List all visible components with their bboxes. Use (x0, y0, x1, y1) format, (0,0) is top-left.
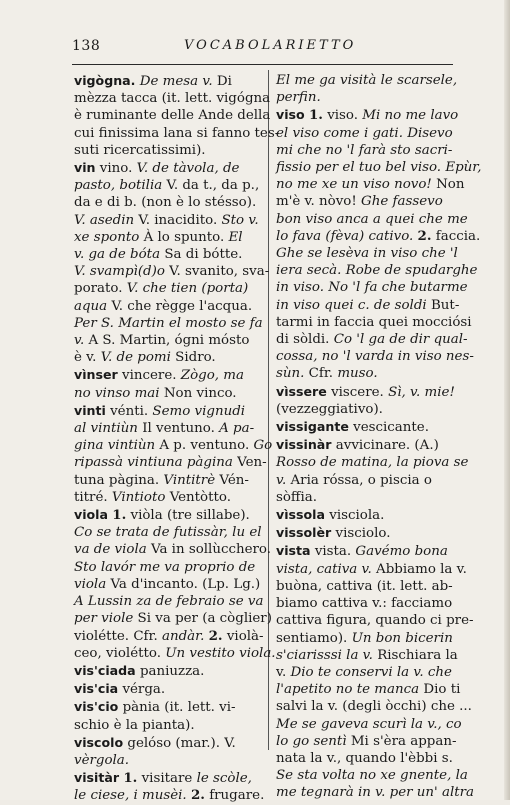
text-line: Ghe se lesèva in viso che 'l (276, 246, 458, 262)
text-line: in viso quei c. de soldi But- (276, 297, 460, 313)
text-line: in viso. No 'l fa che butarme (276, 280, 468, 296)
text-line: V. asedin V. inacidito. Sto v. (74, 212, 259, 228)
text-line: xe sponto À lo spunto. El (74, 229, 243, 245)
headword: vis'ciada (74, 662, 136, 678)
text-line: vìssere viscere. Sì, v. mie! (276, 383, 455, 400)
text-line: el viso come i gati. Disevo (276, 125, 453, 141)
text-line: è ruminante delle Ande della (74, 108, 271, 124)
running-head: VOCABOLARIETTO (184, 38, 357, 53)
text-line: m'è v. nòvo! Ghe fassevo (276, 194, 443, 210)
text-line: cossa, no 'l varda in viso nes- (276, 349, 474, 365)
headword: vinti (74, 402, 106, 418)
text-line: vìnser vincere. Zògo, ma (74, 367, 244, 384)
text-line: Per S. Martin el mosto se fa (74, 315, 263, 331)
text-line: vis'ciada paniuzza. (74, 662, 205, 679)
headword: vis'cio (74, 699, 119, 715)
text-line: (vezzeggiativo). (276, 401, 383, 417)
text-line: violétte. Cfr. andàr. 2. violà- (74, 627, 264, 644)
text-line: visitàr 1. visitare le scòle, (74, 770, 252, 787)
text-line: nata la v., quando l'èbbi s. (276, 750, 453, 766)
text-line: Sto lavór me va proprio de (74, 559, 256, 575)
text-line: schio è la pianta). (74, 717, 195, 733)
left-column (74, 72, 280, 805)
text-line: mèzza tacca (it. lett. vigógna (74, 91, 271, 107)
text-line: suti ricercatissimi). (74, 142, 206, 158)
text-line: ceo, violétto. Un vestito viola. (74, 645, 276, 661)
text-line: sùn. Cfr. muso. (276, 366, 378, 382)
text-line: ripassà vintiuna pàgina Ven- (74, 455, 267, 471)
text-line: vissinàr avvicinare. (A.) (276, 437, 439, 454)
header-rule (72, 64, 453, 65)
text-line: Co se trata de futissàr, lu el (74, 525, 262, 541)
text-line: titré. Vintioto Ventòtto. (74, 489, 231, 505)
text-line: gina vintiùn A p. ventuno. Go (74, 438, 273, 454)
page-number: 138 (72, 38, 101, 54)
text-line: vin vino. V. de tàvola, de (74, 160, 240, 177)
text-line: lo fava (fèva) cativo. 2. faccia. (276, 227, 481, 244)
text-line: v. Aria róssa, o piscia o (276, 472, 432, 488)
text-line: bon viso anca a quei che me (276, 211, 468, 227)
headword: vissinàr (276, 437, 332, 453)
text-line: sòffia. (276, 489, 317, 505)
text-line: viso 1. viso. Mi no me lavo (276, 107, 459, 124)
text-line: biamo cattiva v.: facciamo (276, 596, 453, 612)
text-line: al vintiùn Il ventuno. A pa- (74, 421, 255, 437)
text-line: sentiamo). Un bon bicerin (276, 630, 453, 646)
text-line: vis'cio pània (it. lett. vi- (74, 699, 236, 716)
text-line: viola Va d'incanto. (Lp. Lg.) (74, 576, 261, 592)
text-line: vìssola visciola. (276, 507, 385, 524)
text-line: fissio per el tuo bel viso. Epùr, (276, 160, 482, 176)
text-line: A Lussin za de febraio se va (74, 594, 264, 610)
text-line: no vinso mai Non vinco. (74, 385, 237, 401)
headword: viola (74, 507, 108, 523)
text-line: V. svampì(d)o V. svanito, sva- (74, 264, 270, 280)
text-line: vèrgola. (74, 752, 130, 768)
text-line: perfin. (276, 90, 321, 106)
text-line: vis'cia vérga. (74, 681, 166, 698)
headword: vista (276, 543, 311, 559)
text-line: Rosso de matina, la piova se (276, 455, 469, 471)
page-edge-shadow (504, 0, 510, 800)
text-line: s'ciarisssi la v. Rischiara la (276, 647, 458, 663)
text-line: v. Dio te conservi la v. che (276, 664, 452, 680)
text-line: vissolèr visciolo. (276, 525, 391, 542)
headword: vissigante (276, 419, 349, 435)
headword: viso (276, 107, 305, 123)
text-line: viola 1. viòla (tre sillabe). (74, 507, 250, 524)
text-line: vista vista. Gavémo bona (276, 543, 448, 560)
headword: vigògna. (74, 73, 136, 88)
headword: vissolèr (276, 525, 332, 541)
text-line: cui finissima lana si fanno tes- (74, 125, 280, 141)
text-line: Me se gaveva scurì la v., co (276, 716, 462, 732)
headword: vin (74, 160, 96, 176)
text-line: viscolo gelóso (mar.). V. (74, 734, 236, 751)
text-line: mi che no 'l farà sto sacri- (276, 142, 453, 158)
text-line: aqua V. che règge l'acqua. (74, 298, 253, 314)
text-line: lo go sentì Mi s'èra appan- (276, 733, 457, 749)
text-line: vissigante vescicante. (276, 419, 429, 436)
text-line: pasto, botilia V. da t., da p., (74, 178, 260, 194)
text-line: da e di b. (non è lo stésso). (74, 195, 257, 211)
text-line: Se sta volta no xe gnente, la (276, 768, 468, 784)
text-line: per viole Si va per (a còglier) (74, 611, 272, 627)
text-line: tarmi in faccia quei mocciósi (276, 314, 472, 330)
text-line: è v. V. de pomi Sidro. (74, 350, 216, 366)
text-line: me tegnarà in v. per un' altra (276, 785, 475, 801)
text-line: tuna pàgina. Vintitrè Vén- (74, 472, 249, 488)
text-line: salvi la v. (degli òcchi) che ... (276, 699, 472, 715)
text-line: le ciese, i musèi. 2. frugare. (74, 787, 265, 804)
text-line: va de viola Va in sollùcchero. (74, 542, 271, 558)
headword: vìnser (74, 367, 118, 383)
headword: visitàr (74, 770, 120, 786)
text-line: porato. V. che tien (porta) (74, 281, 249, 297)
text-line: l'apetito no te manca Dio ti (276, 682, 461, 698)
text-line: v. A S. Martin, ógni mósto (74, 333, 250, 349)
text-line: v. ga de bóta Sa di bótte. (74, 247, 243, 263)
text-line: di sòldi. Co 'l ga de dir qual- (276, 332, 468, 348)
headword: vis'cia (74, 681, 119, 697)
right-column (276, 72, 482, 802)
text-line: vigògna. De mesa v. Di (74, 73, 232, 89)
text-line: no me xe un viso novo! Non (276, 177, 465, 193)
headword: vìssola (276, 507, 325, 523)
text-line: El me ga visità le scarsele, (276, 73, 458, 88)
headword: vìssere (276, 383, 327, 399)
page-header (72, 38, 452, 60)
text-line: vinti vénti. Semo vignudi (74, 402, 246, 419)
headword: viscolo (74, 734, 124, 750)
text-line: iera secà. Robe de spudarghe (276, 263, 478, 279)
text-line: vista, cativa v. Abbiamo la v. (276, 561, 467, 577)
text-line: buòna, cattiva (it. lett. ab- (276, 578, 453, 594)
text-line: cattiva figura, quando ci pre- (276, 613, 474, 629)
